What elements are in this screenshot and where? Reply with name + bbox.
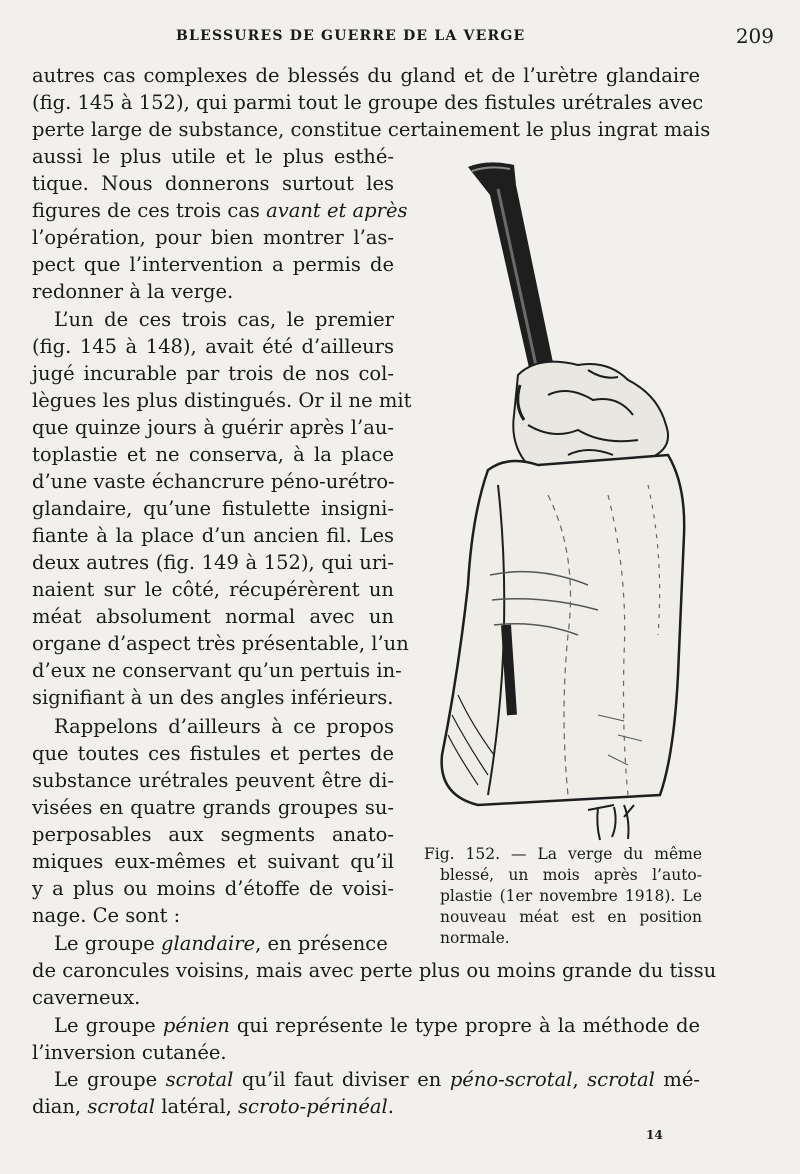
text-line: substance urétrales peuvent être di- — [32, 769, 394, 792]
text-line: glandaire, qu’une fistulette insigni- — [32, 497, 394, 520]
penile-shaft — [442, 455, 685, 805]
text-segment: latéral, — [161, 1095, 232, 1118]
text-line: aussi le plus utile et le plus esthé- — [32, 145, 394, 168]
text-segment: dian, — [32, 1095, 82, 1118]
text-line: l’inversion cutanée. — [32, 1041, 227, 1064]
italic-word: pénien — [162, 1014, 230, 1037]
text-line: (fig. 145 à 152), qui parmi tout le groupe des fistules urétrales avec — [32, 91, 704, 114]
text-line: y a plus ou moins d’étoffe de voisi- — [32, 877, 394, 900]
page-number: 209 — [735, 24, 774, 48]
text-line: (fig. 145 à 148), avait été d’ailleurs — [32, 335, 394, 358]
text-line: caverneux. — [32, 986, 141, 1009]
text-segment: Le groupe — [54, 1014, 156, 1037]
text-line: miques eux-mêmes et suivant qu’il — [32, 850, 394, 873]
text-line: de caroncules voisins, mais avec perte plus ou moins grande du tissu — [32, 959, 717, 982]
text-line: naient sur le côté, récupérèrent un — [32, 578, 394, 601]
figure-caption — [424, 844, 702, 949]
text-segment: mé- — [663, 1068, 700, 1091]
text-line: l’opération, pour bien montrer l’as- — [32, 226, 394, 249]
text-line — [32, 1093, 700, 1120]
caption-line: normale. — [440, 929, 510, 947]
text-line: visées en quatre grands groupes su- — [32, 796, 394, 819]
text-segment: qu’il faut diviser en — [241, 1068, 442, 1091]
text-line — [32, 197, 408, 224]
text-line: méat absolument normal avec un — [32, 605, 394, 628]
text-segment: Le groupe — [54, 1068, 158, 1091]
italic-word: péno-scrotal — [449, 1068, 573, 1091]
text-line: Rappelons d’ailleurs à ce propos — [54, 715, 394, 738]
text-segment: , en présence — [255, 932, 388, 955]
caption-line: plastie (1er novembre 1918). Le — [440, 887, 702, 905]
text-line: d’une vaste échancrure péno-urétro- — [32, 470, 395, 493]
text-line: autres cas complexes de blessés du gland et de l’urètre glandaire — [32, 64, 700, 87]
italic-word: scrotal — [165, 1068, 234, 1091]
text-line — [32, 930, 394, 957]
text-line: deux autres (fig. 149 à 152), qui uri- — [32, 551, 394, 574]
text-line — [32, 1066, 700, 1093]
text-line: organe d’aspect très présentable, l’un — [32, 632, 409, 655]
text-line: fiante à la place d’un ancien fil. Les — [32, 524, 394, 547]
text-segment: figures de ces trois cas — [32, 199, 260, 222]
text-line: signifiant à un des angles inférieurs. — [32, 686, 394, 709]
text-segment: . — [387, 1095, 394, 1118]
text-segment: , — [572, 1068, 579, 1091]
caption-line: nouveau méat est en position — [440, 908, 702, 926]
italic-word: scroto-périnéal — [238, 1095, 388, 1118]
artist-monogram-signature — [588, 805, 634, 840]
italic-word: scrotal — [87, 1095, 156, 1118]
text-line: nage. Ce sont : — [32, 904, 181, 927]
text-line: toplastie et ne conserva, à la place — [32, 443, 394, 466]
text-line: que toutes ces fistules et pertes de — [32, 742, 394, 765]
text-line: L’un de ces trois cas, le premier — [54, 308, 394, 331]
caption-line: Fig. 152. — La verge du même — [424, 845, 702, 863]
text-line: tique. Nous donnerons surtout les — [32, 172, 394, 195]
text-line: pect que l’intervention a permis de — [32, 253, 394, 276]
text-line — [32, 1012, 700, 1039]
italic-word: glandaire — [161, 932, 256, 955]
text-line: redonner à la verge. — [32, 280, 234, 303]
text-line: perte large de substance, constitue certainement le plus ingrat mais — [32, 118, 711, 141]
text-line: d’eux ne conservant qu’un pertuis in- — [32, 659, 402, 682]
text-line: perposables aux segments anato- — [32, 823, 394, 846]
figure-illustration — [428, 155, 704, 845]
running-head: BLESSURES DE GUERRE DE LA VERGE — [176, 28, 526, 44]
text-line: jugé incurable par trois de nos col- — [32, 362, 394, 385]
text-line: lègues les plus distingués. Or il ne mit — [32, 389, 412, 412]
signature-mark: 14 — [646, 1128, 663, 1142]
text-line: que quinze jours à guérir après l’au- — [32, 416, 394, 439]
caption-line: blessé, un mois après l’auto- — [440, 866, 702, 884]
italic-phrase: avant et après — [266, 199, 408, 222]
sound-instrument — [468, 162, 556, 381]
text-segment: Le groupe — [54, 932, 155, 955]
italic-word: scrotal — [587, 1068, 655, 1091]
text-segment: qui représente le type propre à la méthode de — [236, 1014, 701, 1037]
